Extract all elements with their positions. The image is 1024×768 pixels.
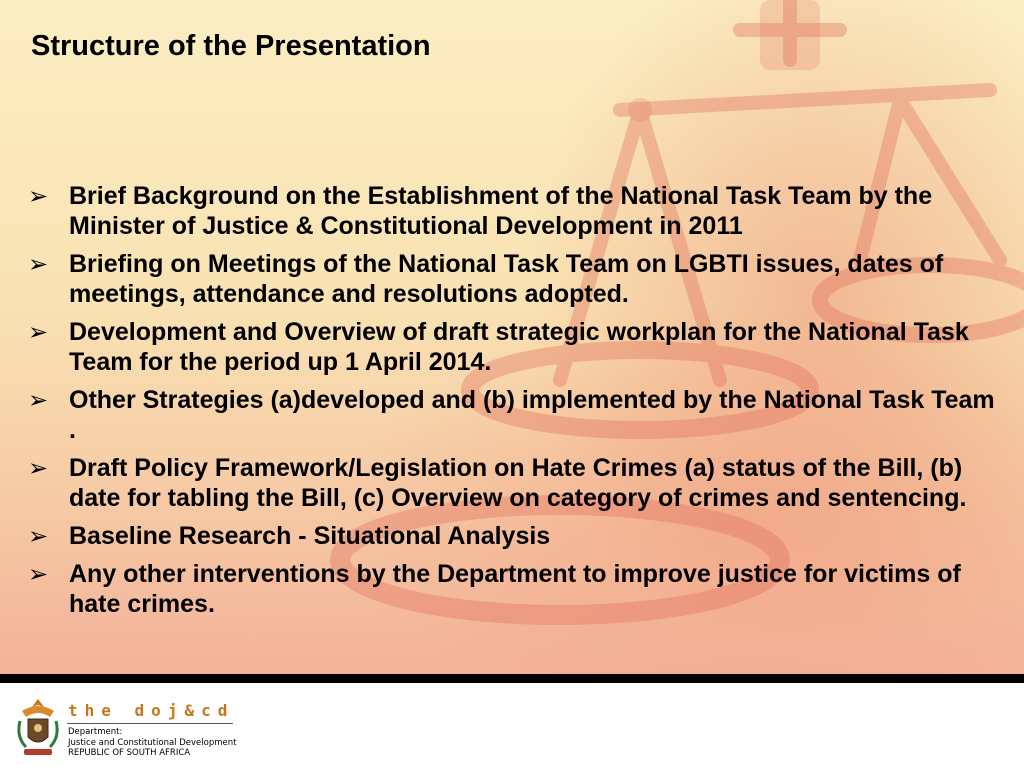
list-item <box>28 181 998 241</box>
list-item <box>28 453 998 513</box>
bullet-text: Development and Overview of draft strategic workplan for the National Task Team for the period up 1 April 2014. <box>69 318 969 376</box>
slide-title: Structure of the Presentation <box>31 30 431 62</box>
arrow-bullet-icon: ➢ <box>28 522 49 550</box>
list-item <box>28 317 998 377</box>
list-item <box>28 249 998 309</box>
arrow-bullet-icon: ➢ <box>28 454 49 482</box>
arrow-bullet-icon: ➢ <box>28 182 49 210</box>
list-item <box>28 559 998 619</box>
arrow-bullet-icon: ➢ <box>28 318 49 346</box>
footer <box>0 683 1024 768</box>
bullet-list <box>28 181 998 627</box>
bullet-text: Baseline Research - Situational Analysis <box>69 522 551 550</box>
arrow-bullet-icon: ➢ <box>28 250 49 278</box>
arrow-bullet-icon: ➢ <box>28 386 49 414</box>
department-name: Justice and Constitutional Development <box>68 738 237 748</box>
department-label: Department: <box>68 727 123 737</box>
bullet-text: Draft Policy Framework/Legislation on Hate Crimes (a) status of the Bill, (b) date for tabling the Bill, (c) Overview on category of crimes and sentencing. <box>69 454 967 512</box>
brand-wordmark: the doj&cd <box>68 701 235 720</box>
brand-rule <box>67 723 233 724</box>
bullet-text: Brief Background on the Establishment of the National Task Team by the Minister of Justice & Constitutional Development in 2011 <box>69 182 933 240</box>
coat-of-arms-logo <box>14 697 62 759</box>
list-item <box>28 521 998 551</box>
list-item <box>28 385 998 445</box>
arrow-bullet-icon: ➢ <box>28 560 49 588</box>
bullet-text: Other Strategies (a)developed and (b) implemented by the National Task Team . <box>69 386 995 444</box>
bullet-text: Any other interventions by the Department to improve justice for victims of hate crimes. <box>69 560 961 618</box>
footer-divider <box>0 674 1024 683</box>
bullet-text: Briefing on Meetings of the National Task Team on LGBTI issues, dates of meetings, attendance and resolutions adopted. <box>69 250 944 308</box>
country-name: REPUBLIC OF SOUTH AFRICA <box>68 748 191 758</box>
